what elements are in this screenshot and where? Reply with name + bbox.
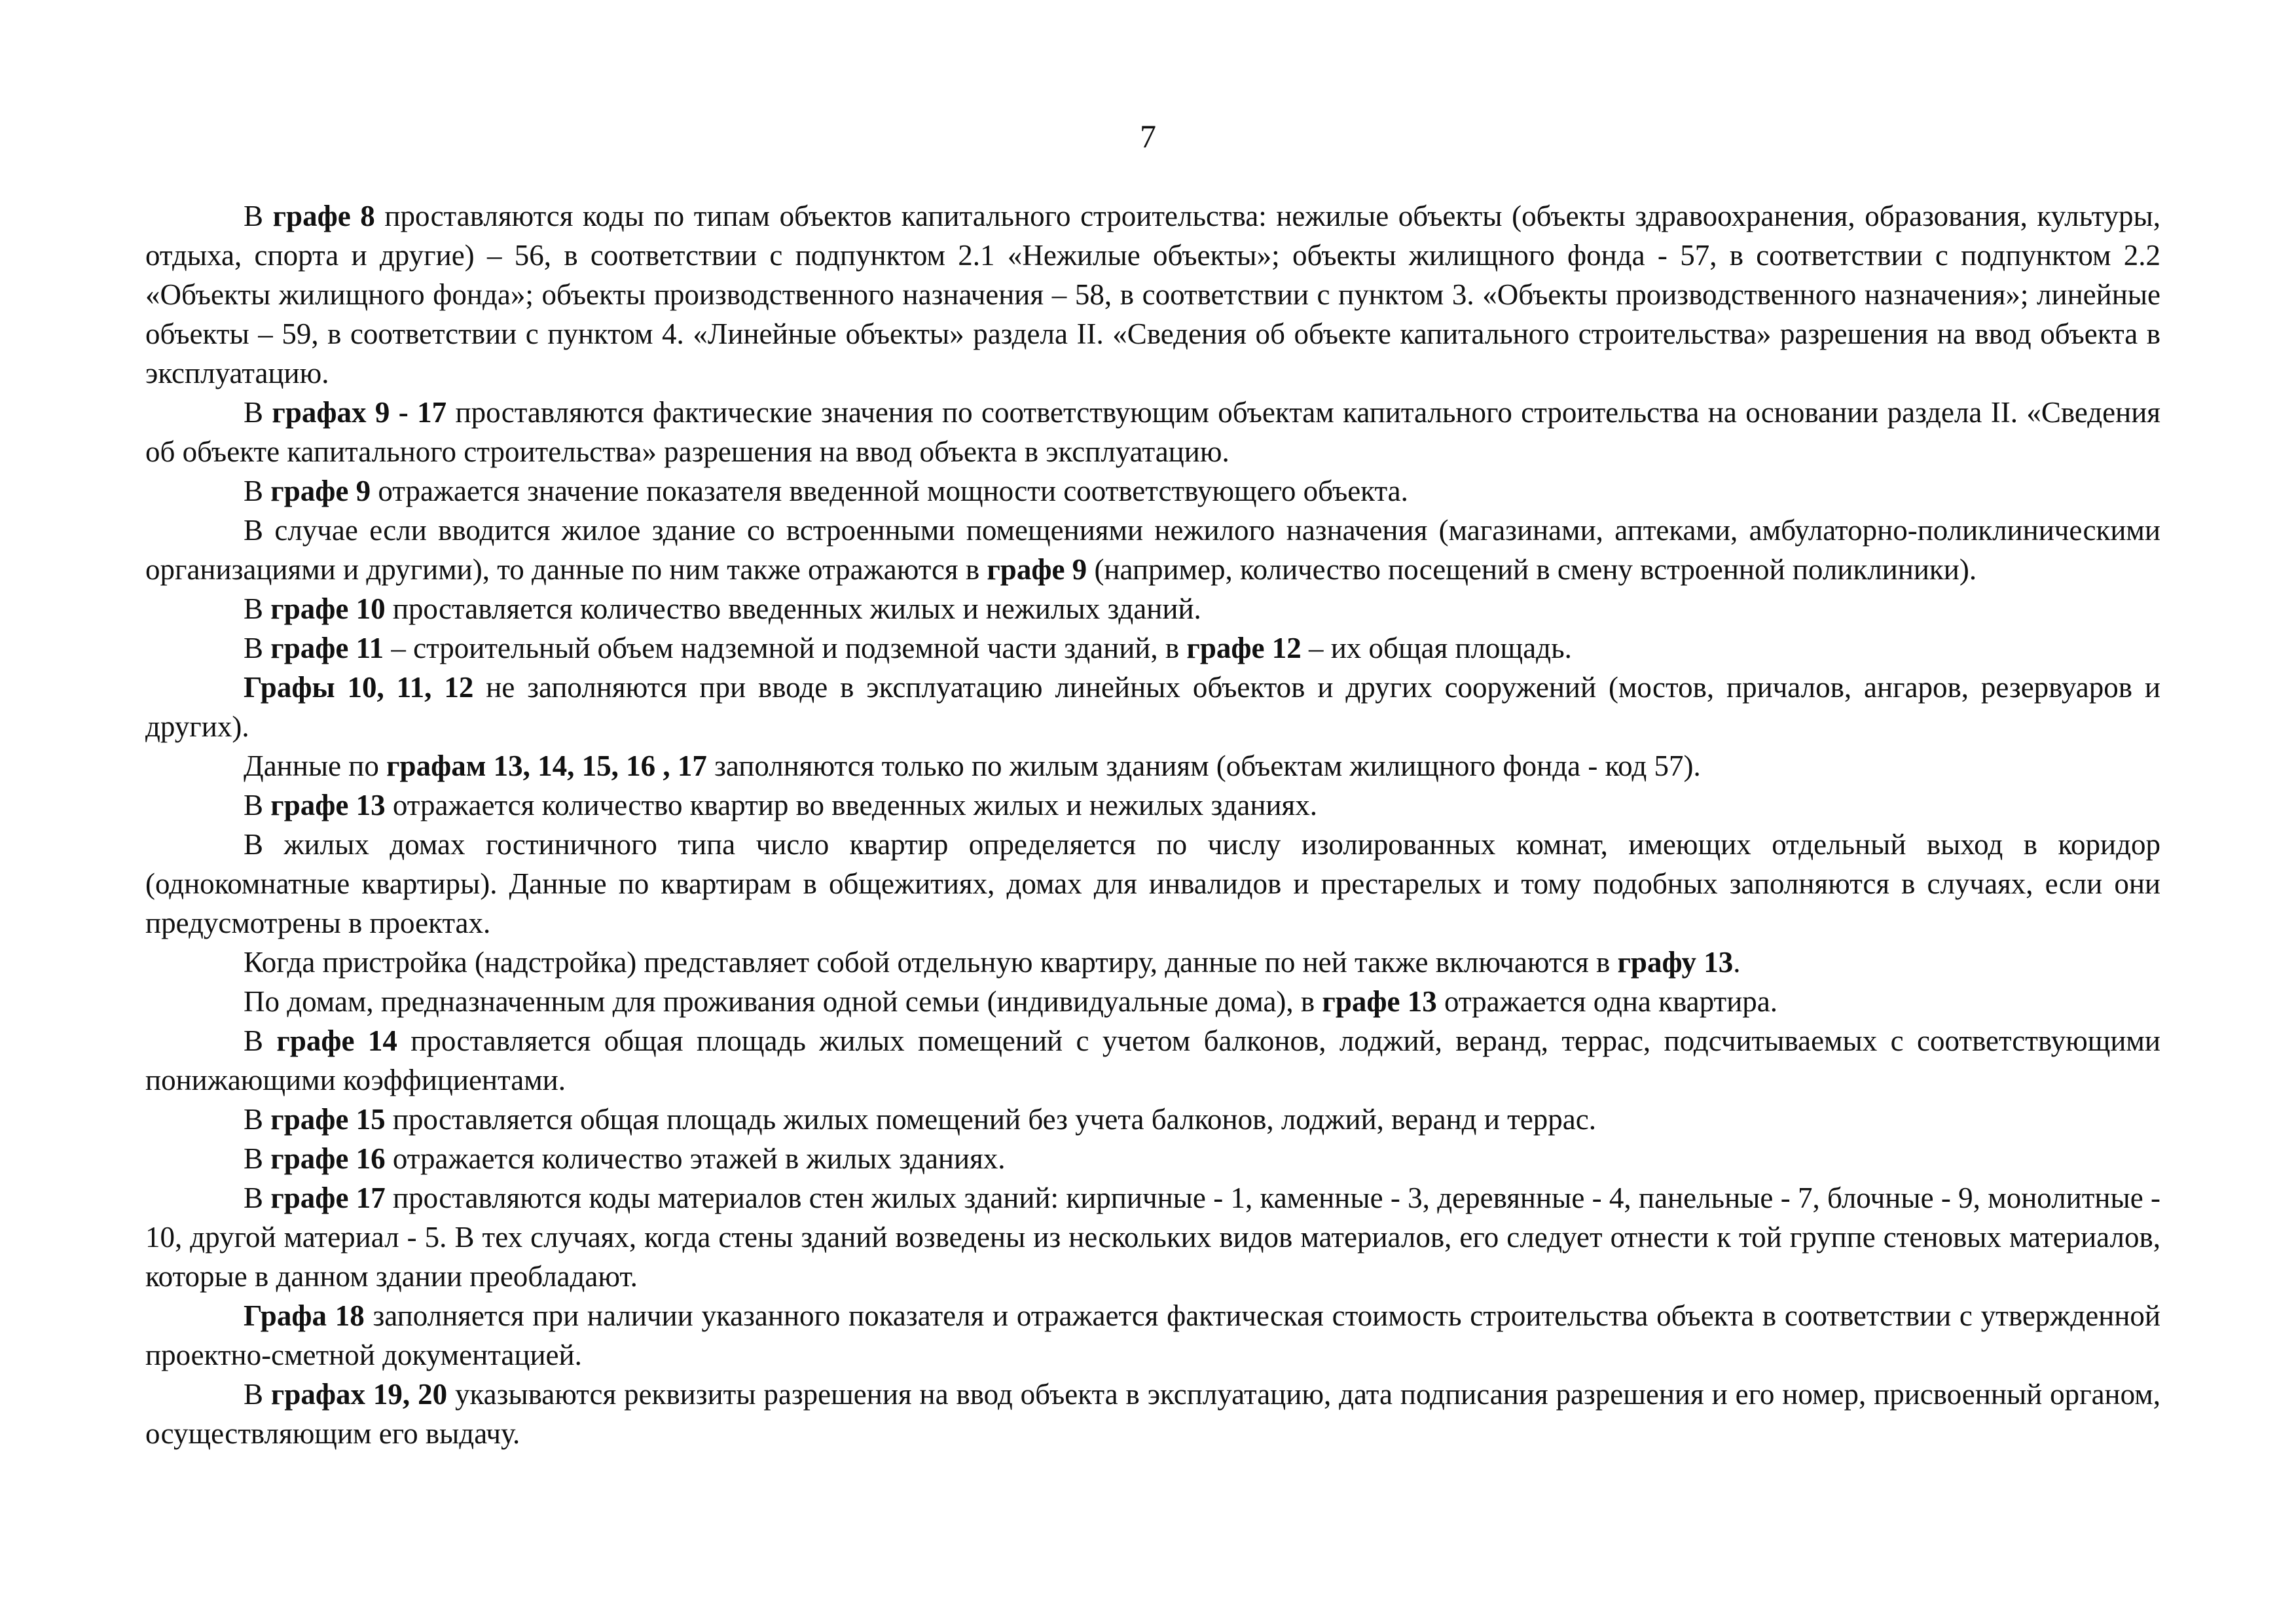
page-number: 7: [1140, 118, 1156, 154]
paragraph: [145, 943, 2160, 982]
paragraph: [145, 196, 2160, 393]
paragraph: [145, 511, 2160, 589]
text-run: – строительный объем надземной и подземной части зданий, в: [384, 632, 1187, 664]
text-run: .: [1733, 946, 1741, 979]
text-run: проставляются коды по типам объектов капитального строительства: нежилые объекты (объекты здравоохранения, образования, культуры, отдыха, спорта и другие) – 56, в соответствии с подпунктом 2.1 «Нежилые объекты»; объекты жилищного фонда - 57, в соответствии с подпунктом 2.2 «Объекты жилищного фонда»; объекты производственного назначения – 58, в соответствии с пунктом 3. «Объекты производственного назначения»; линейные объекты – 59, в соответствии с пунктом 4. «Линейные объекты» раздела II. «Сведения об объекте капитального строительства» разрешения на ввод объекта в эксплуатацию.: [145, 200, 2161, 389]
text-run: проставляется общая площадь жилых помещений с учетом балконов, лоджий, веранд, террас, подсчитываемых с соответствующими понижающими коэффициентами.: [145, 1024, 2160, 1096]
text-run: В: [244, 789, 271, 821]
paragraph: [145, 982, 2160, 1021]
paragraph: [145, 825, 2160, 943]
text-run: В: [244, 592, 271, 625]
bold-run: графе 9: [987, 553, 1087, 586]
text-run: В: [244, 1378, 271, 1411]
bold-run: графе 11: [270, 632, 384, 664]
bold-run: графе 8: [272, 200, 375, 232]
bold-run: графе 10: [270, 592, 386, 625]
bold-run: графах 19, 20: [270, 1378, 448, 1411]
text-run: В: [244, 1024, 277, 1057]
bold-run: графу 13: [1617, 946, 1734, 979]
text-run: заполняется при наличии указанного показателя и отражается фактическая стоимость строительства объекта в соответствии с утвержденной проектно-сметной документацией.: [145, 1299, 2160, 1371]
bold-run: Графы 10, 11, 12: [244, 671, 474, 704]
text-run: В жилых домах гостиничного типа число квартир определяется по числу изолированных комнат, имеющих отдельный выход в коридор (однокомнатные квартиры). Данные по квартирам в общежитиях, домах для инвалидов и престарелых и тому подобных заполняются в случаях, если они предусмотрены в проектах.: [145, 828, 2160, 939]
text-run: указываются реквизиты разрешения на ввод объекта в эксплуатацию, дата подписания разрешения и его номер, присвоенный органом, осуществляющим его выдачу.: [145, 1378, 2160, 1450]
text-run: проставляются коды материалов стен жилых зданий: кирпичные - 1, каменные - 3, деревянные - 4, панельные - 7, блочные - 9, монолитные - 10, другой материал - 5. В тех случаях, когда стены зданий возведены из нескольких видов материалов, его следует отнести к той группе стеновых материалов, которые в данном здании преобладают.: [145, 1182, 2160, 1293]
paragraph: [145, 1375, 2160, 1453]
paragraph: [145, 393, 2160, 471]
paragraph: [145, 1021, 2160, 1100]
bold-run: графе 16: [270, 1142, 386, 1175]
bold-run: графе 9: [270, 475, 371, 507]
document-body: [145, 196, 2160, 1453]
text-run: В: [244, 475, 271, 507]
bold-run: Графа 18: [244, 1299, 365, 1332]
paragraph: [145, 1100, 2160, 1139]
text-run: Когда пристройка (надстройка) представляет собой отдельную квартиру, данные по ней также включаются в: [244, 946, 1618, 979]
text-run: проставляется общая площадь жилых помещений без учета балконов, лоджий, веранд и террас.: [385, 1103, 1596, 1136]
paragraph: [145, 1139, 2160, 1178]
bold-run: графе 13: [1322, 985, 1437, 1018]
bold-run: графе 15: [270, 1103, 386, 1136]
text-run: не заполняются при вводе в эксплуатацию линейных объектов и других сооружений (мостов, причалов, ангаров, резервуаров и других).: [145, 671, 2161, 743]
text-run: заполняются только по жилым зданиям (объектам жилищного фонда - код 57).: [706, 749, 1701, 782]
text-run: В: [244, 632, 271, 664]
text-run: Данные по: [244, 749, 387, 782]
paragraph: [145, 746, 2160, 785]
paragraph: [145, 1178, 2160, 1296]
text-run: В: [244, 396, 272, 429]
text-run: проставляется количество введенных жилых и нежилых зданий.: [385, 592, 1201, 625]
text-run: В: [244, 200, 273, 232]
bold-run: графам 13, 14, 15, 16 , 17: [386, 749, 707, 782]
text-run: В: [244, 1142, 271, 1175]
paragraph: [145, 471, 2160, 511]
text-run: (например, количество посещений в смену встроенной поликлиники).: [1087, 553, 1977, 586]
text-run: В случае если вводится жилое здание со встроенными помещениями нежилого назначения (магазинами, аптеками, амбулаторно-поликлиническими организациями и другими), то данные по ним также отражаются в: [145, 514, 2160, 586]
bold-run: графе 14: [276, 1024, 397, 1057]
text-run: отражается количество этажей в жилых зданиях.: [385, 1142, 1006, 1175]
bold-run: графе 13: [270, 789, 386, 821]
text-run: По домам, предназначенным для проживания одной семьи (индивидуальные дома), в: [244, 985, 1322, 1018]
paragraph: [145, 628, 2160, 668]
text-run: В: [244, 1103, 271, 1136]
bold-run: графе 12: [1186, 632, 1302, 664]
text-run: – их общая площадь.: [1301, 632, 1572, 664]
paragraph: [145, 589, 2160, 628]
paragraph: [145, 785, 2160, 825]
bold-run: графах 9 - 17: [272, 396, 447, 429]
text-run: проставляются фактические значения по соответствующим объектам капитального строительства на основании раздела II. «Сведения об объекте капитального строительства» разрешения на ввод объекта в эксплуатацию.: [145, 396, 2160, 468]
text-run: В: [244, 1182, 271, 1214]
text-run: отражается одна квартира.: [1436, 985, 1778, 1018]
text-run: отражается количество квартир во введенных жилых и нежилых зданиях.: [385, 789, 1317, 821]
text-run: отражается значение показателя введенной мощности соответствующего объекта.: [371, 475, 1408, 507]
paragraph: [145, 668, 2160, 746]
paragraph: [145, 1296, 2160, 1375]
bold-run: графе 17: [270, 1182, 386, 1214]
